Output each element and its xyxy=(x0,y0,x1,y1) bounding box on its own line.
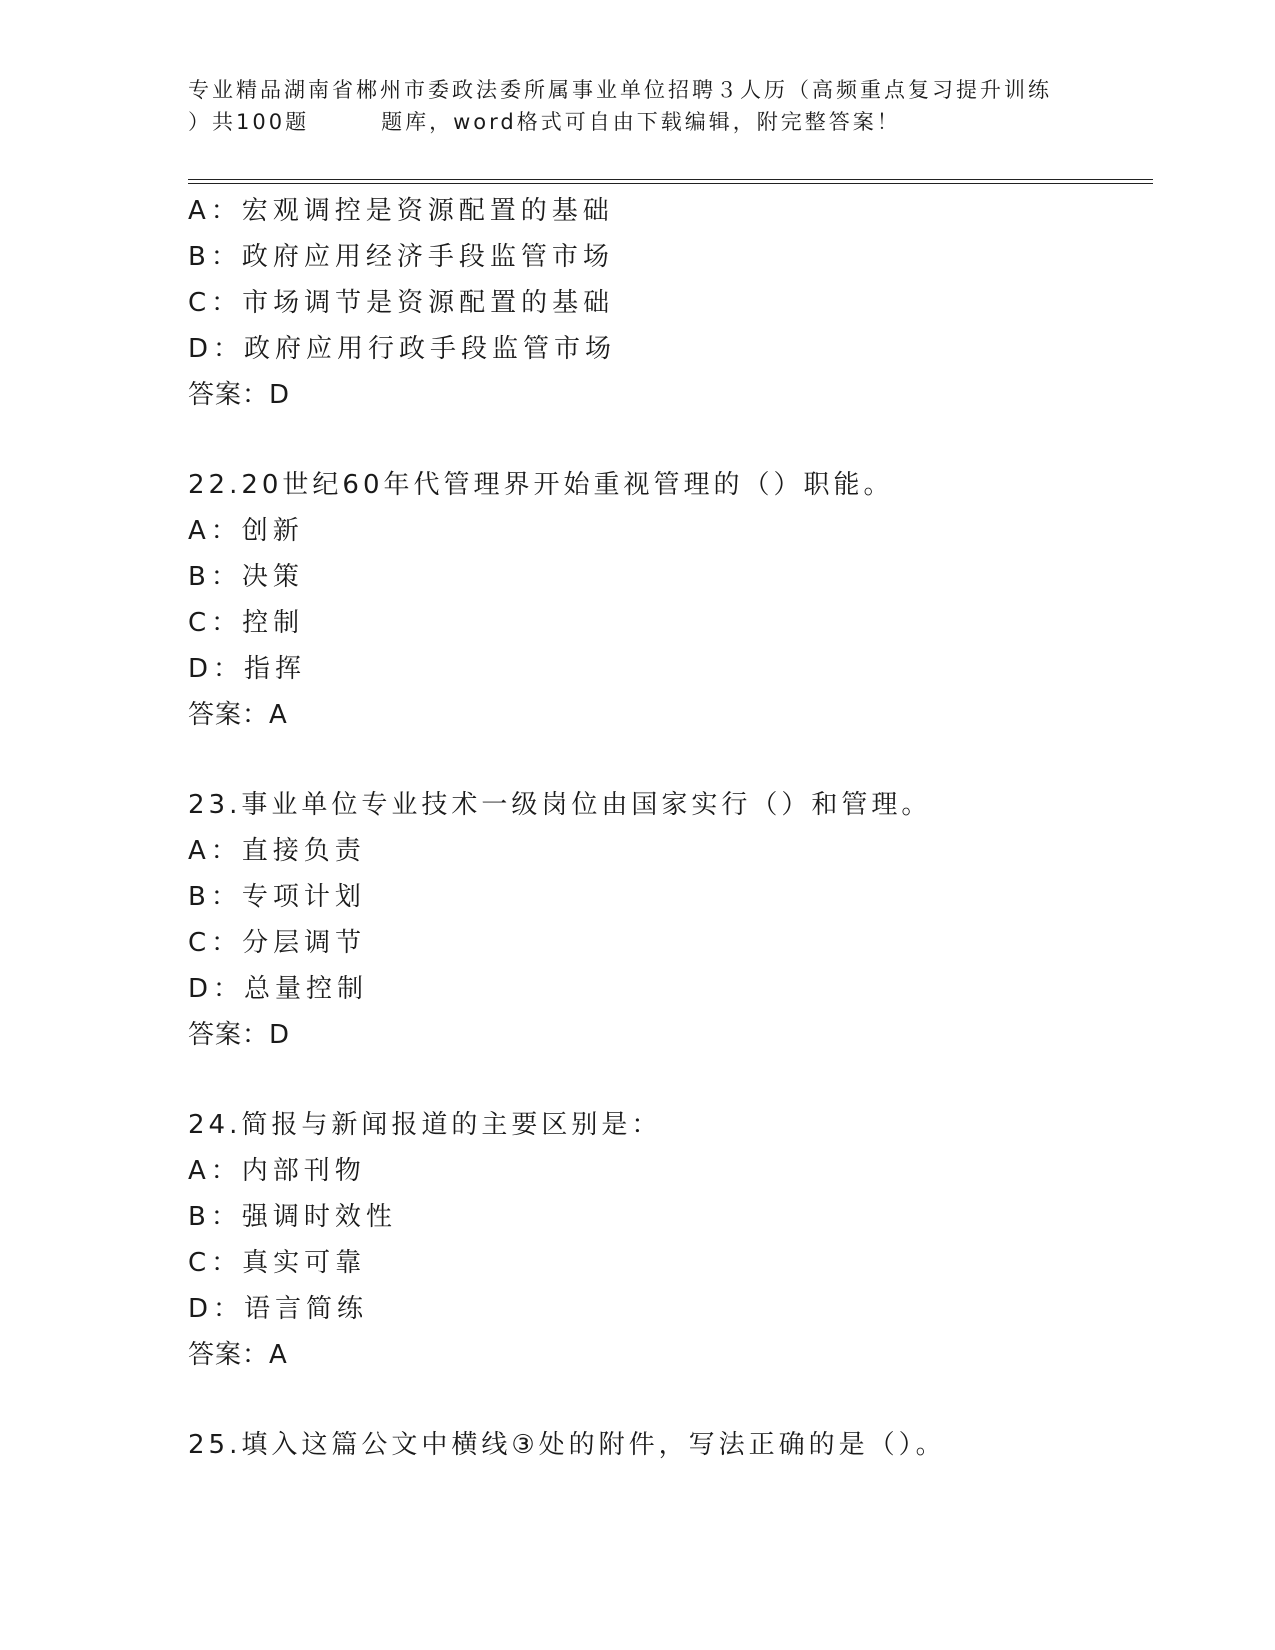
question-block xyxy=(188,782,1148,1058)
header-title-line1: 专业精品湖南省郴州市委政法委所属事业单位招聘３人历（高频重点复习提升训练 xyxy=(188,78,1052,102)
answer-line: 答案：A xyxy=(188,700,288,730)
option-a: A：宏观调控是资源配置的基础 xyxy=(188,196,614,226)
option-b: B：强调时效性 xyxy=(188,1202,397,1232)
option-a: A：内部刊物 xyxy=(188,1156,366,1186)
option-d: D：总量控制 xyxy=(188,974,369,1004)
header-title-line2-b: 题库，word格式可自由下载编辑，附完整答案！ xyxy=(381,110,901,134)
document-header xyxy=(188,74,1098,138)
question-text: 24.简报与新闻报道的主要区别是： xyxy=(188,1110,662,1140)
option-c: C：市场调节是资源配置的基础 xyxy=(188,288,615,318)
question-block xyxy=(188,462,1148,738)
option-b: B：专项计划 xyxy=(188,882,366,912)
header-divider-top xyxy=(188,179,1153,180)
question-block xyxy=(188,1422,1148,1468)
header-divider-bottom xyxy=(188,183,1153,184)
option-b: B：决策 xyxy=(188,562,304,592)
option-c: C：分层调节 xyxy=(188,928,367,958)
header-title-line2 xyxy=(188,106,1098,138)
question-block xyxy=(188,1102,1148,1378)
option-c: C：真实可靠 xyxy=(188,1248,367,1278)
option-a: A：直接负责 xyxy=(188,836,366,866)
question-block xyxy=(188,188,1148,418)
option-d: D：指挥 xyxy=(188,654,307,684)
question-list xyxy=(188,188,1148,1468)
option-d: D：语言简练 xyxy=(188,1294,369,1324)
question-text: 25.填入这篇公文中横线③处的附件，写法正确的是（）。 xyxy=(188,1430,946,1460)
answer-line: 答案：A xyxy=(188,1340,288,1370)
question-text: 23.事业单位专业技术一级岗位由国家实行（）和管理。 xyxy=(188,790,932,820)
question-text: 22.20世纪60年代管理界开始重视管理的（）职能。 xyxy=(188,470,894,500)
option-a: A：创新 xyxy=(188,516,304,546)
option-b: B：政府应用经济手段监管市场 xyxy=(188,242,614,272)
option-d: D：政府应用行政手段监管市场 xyxy=(188,334,617,364)
answer-line: 答案：D xyxy=(188,380,291,410)
option-c: C：控制 xyxy=(188,608,305,638)
answer-line: 答案：D xyxy=(188,1020,291,1050)
header-title-line2-a: ）共100题 xyxy=(188,110,310,134)
